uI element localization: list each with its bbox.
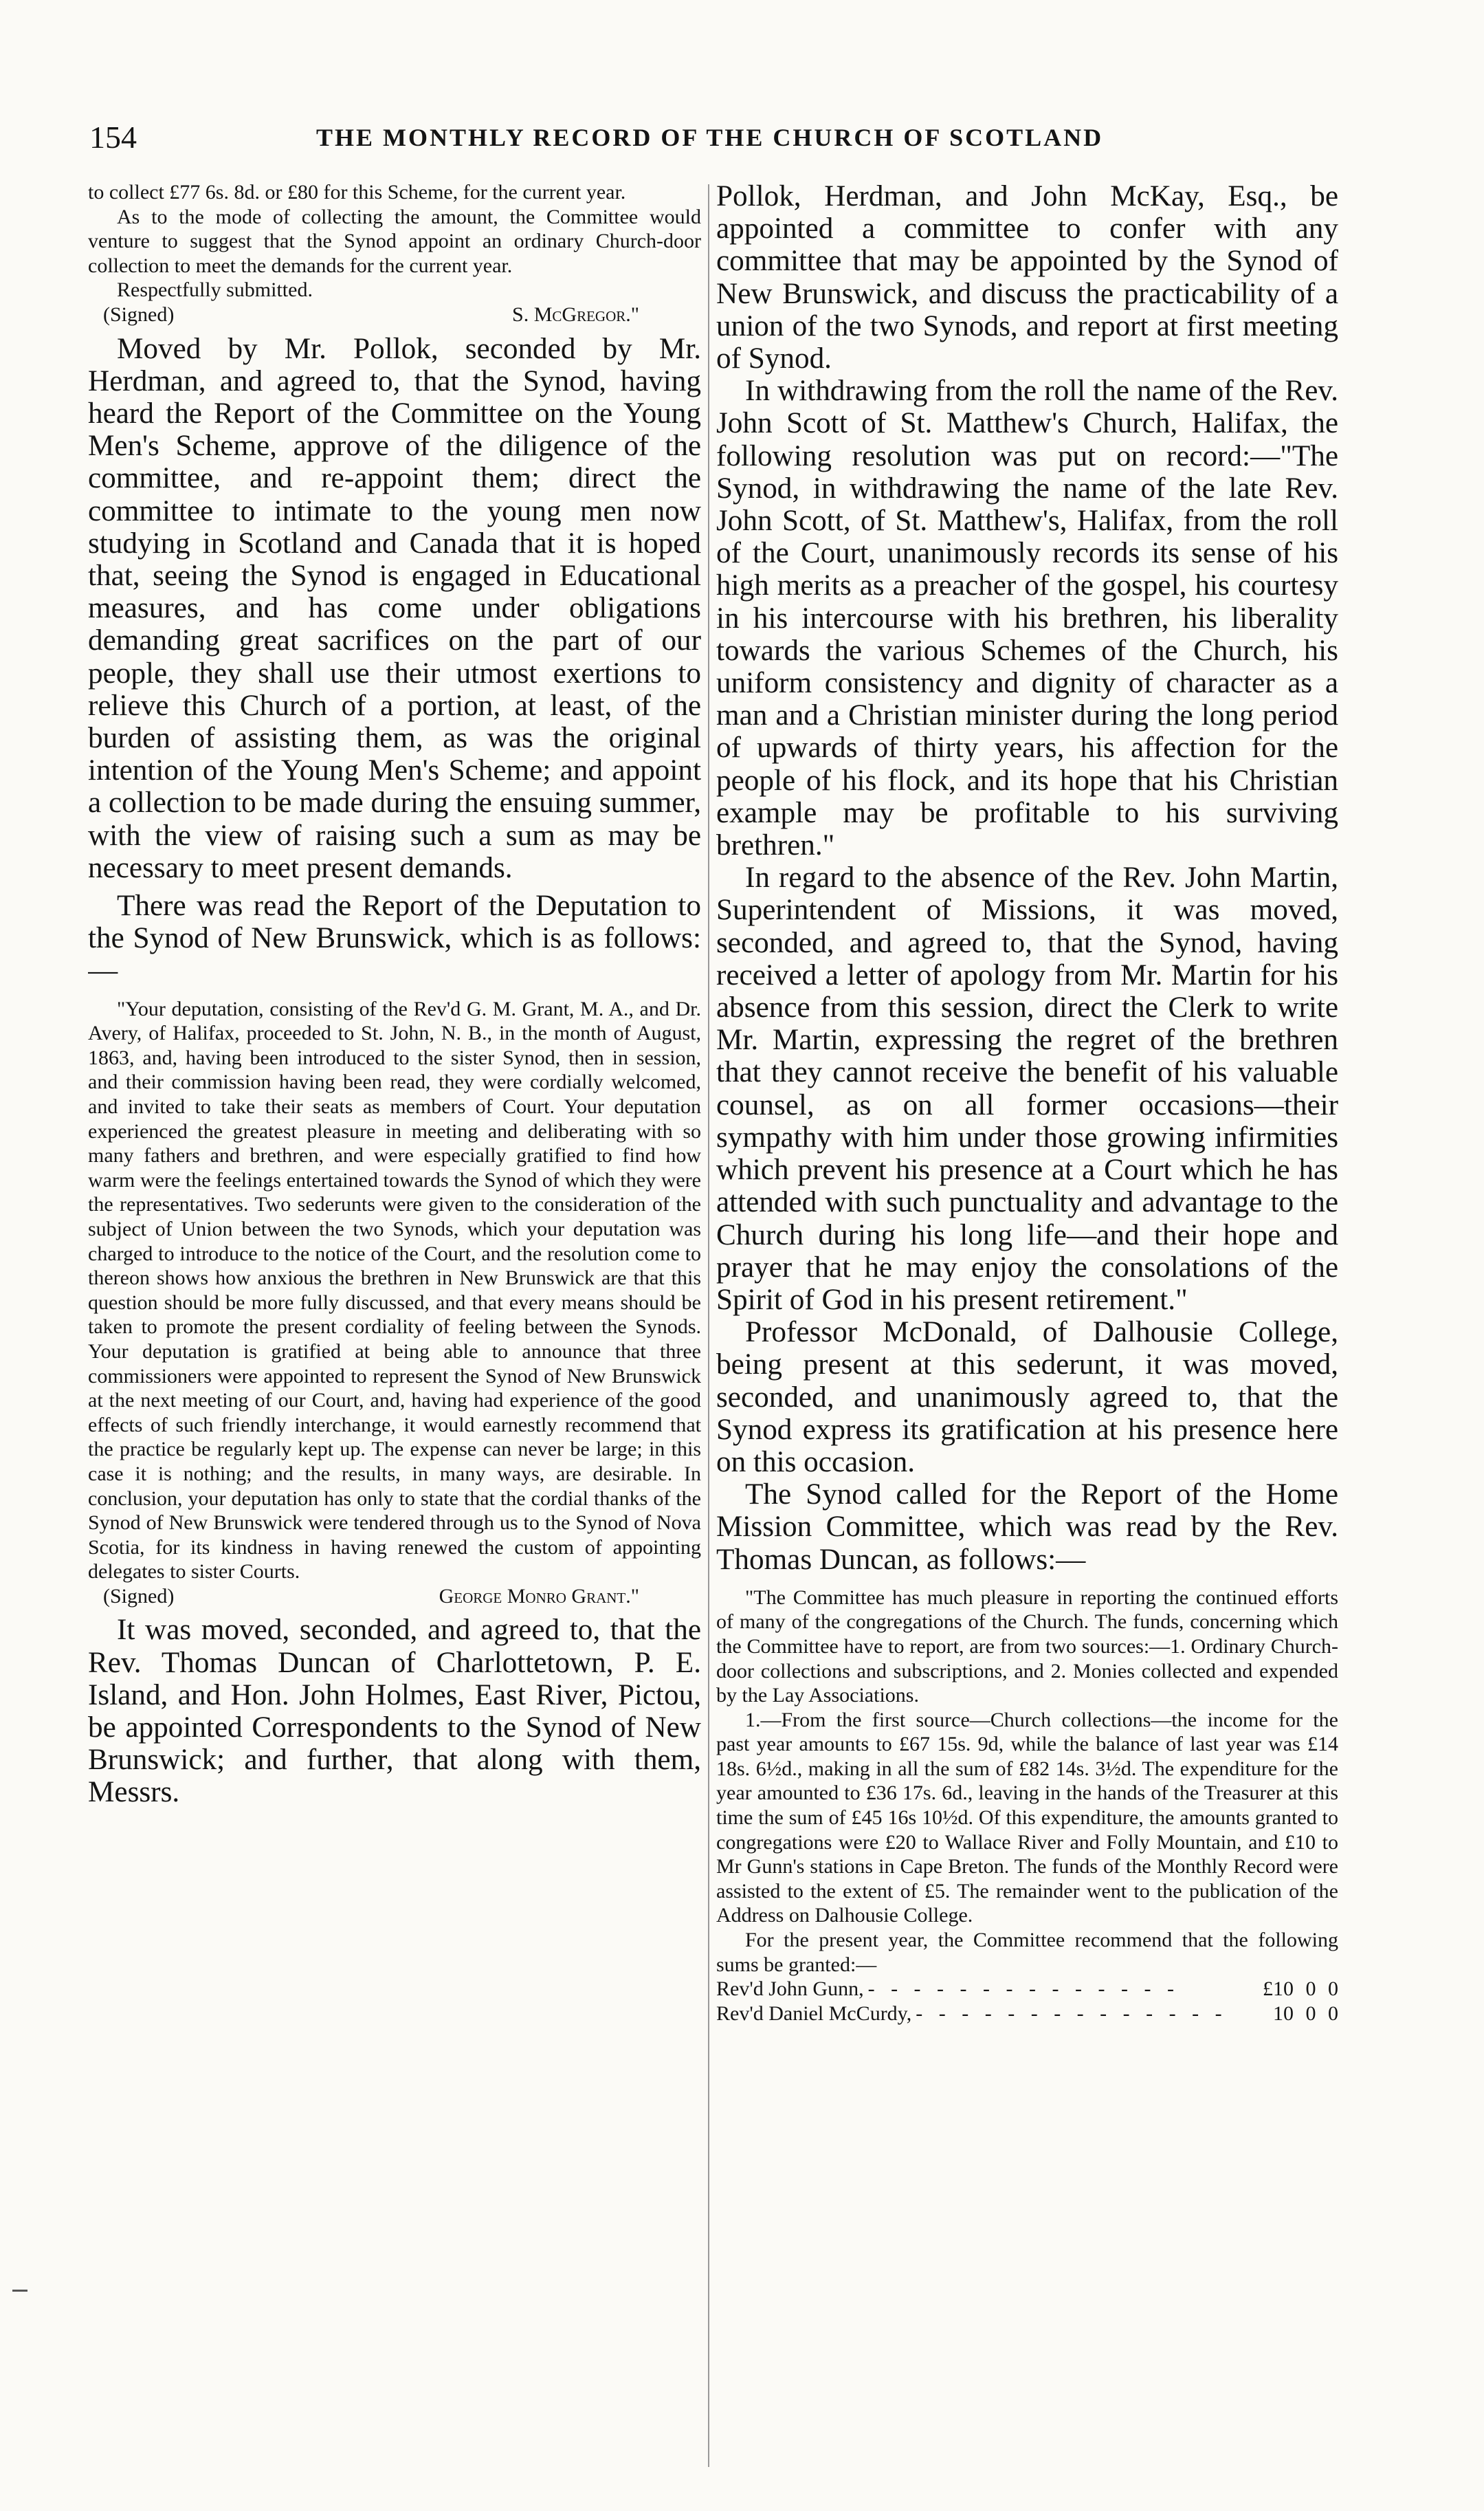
- leader-dots: - - - - - - - - - - - - - -: [916, 2002, 1228, 2025]
- grants-list: [716, 1977, 1338, 2026]
- paragraph: As to the mode of collecting the amount, the Committee would venture to suggest that the Synod appoint an ordinary Church-door collection to meet the demands for the current year.: [88, 205, 701, 277]
- grant-amount: 10 0 0: [1273, 2002, 1338, 2025]
- paragraph: Professor McDonald, of Dalhousie College, being present at this sederunt, it was moved, seconded, and unanimously agreed to, that the Synod express its gratification at his presence here on this occasion.: [716, 1316, 1338, 1478]
- signed-label: (Signed): [103, 1584, 175, 1608]
- paragraph: In withdrawing from the roll the name of the Rev. John Scott of St. Matthew's Church, Halifax, the following resolution was put on record:—"The Synod, in withdrawing the name of the late Rev. John Scott, of St. Matthew's, Halifax, from the roll of the Court, unanimously records its sense of his high merits as a preacher of the gospel, his courtesy in his intercourse with his brethren, his liberality towards the various Schemes of the Church, his uniform consistency and dignity of character as a man and a Christian minister during the long period of upwards of thirty years, his affection for the people of his flock, and its hope that his Christian example may be profitable to his surviving brethren.": [716, 375, 1338, 862]
- signature-line: [88, 303, 701, 327]
- paragraph: It was moved, seconded, and agreed to, that the Rev. Thomas Duncan of Charlottetown, P. E. Island, and Hon. John Holmes, East River, Pictou, be appointed Correspondents to the Synod of New Brunswick; and further, that along with them, Messrs.: [88, 1614, 701, 1809]
- paragraph: In regard to the absence of the Rev. John Martin, Superintendent of Missions, it was moved, seconded, and agreed to, that the Synod, having received a letter of apology from Mr. Martin for his absence from this session, direct the Clerk to write Mr. Martin, expressing the regret of the brethren that they cannot receive the benefit of his valuable counsel, as on all former occasions—their sympathy with him under those growing infirmities which prevent his presence at a Court which he has attended with such punctuality and advantage to the Church during his long life—and their hope and prayer that he may enjoy the consolations of the Spirit of God in his present retirement.": [716, 862, 1338, 1316]
- signed-label: (Signed): [103, 303, 175, 326]
- paragraph: There was read the Report of the Deputation to the Synod of New Brunswick, which is as follows:—: [88, 890, 701, 987]
- grant-payee: Rev'd Daniel McCurdy,: [716, 2002, 912, 2025]
- signer-name: George Monro Grant.": [439, 1584, 639, 1608]
- paragraph: The Synod called for the Report of the Home Mission Committee, which was read by the Rev. Thomas Duncan, as follows:—: [716, 1478, 1338, 1576]
- grant-payee: Rev'd John Gunn,: [716, 1977, 864, 2001]
- grant-amount: £10 0 0: [1263, 1977, 1338, 2001]
- grant-row: [716, 1977, 1338, 2002]
- signer-name: S. McGregor.": [512, 303, 639, 326]
- quoted-report: "Your deputation, consisting of the Rev'd G. M. Grant, M. A., and Dr. Avery, of Halifax, proceeded to St. John, N. B., in the month of August, 1863, and, having been introduced to the sister Synod, then in session, and their commission having been read, they were cordially welcomed, and invited to take their seats as members of Court. Your deputation experienced the greatest pleasure in meeting and deliberating with so many fathers and brethren, and were especially gratified to find how warm were the feelings entertained towards the Synod of which they were the representatives. Two sederunts were given to the consideration of the subject of Union between the two Synods, which your deputation was charged to introduce to the notice of the Court, and the resolution come to thereon shows how anxious the brethren in New Brunswick are that this question should be more fully discussed, and that every means should be taken to promote the present cordiality of feeling between the Synods. Your deputation is gratified at being able to announce that three commissioners were appointed to represent the Synod of New Brunswick at the next meeting of our Court, and, having had experience of the good effects of such friendly interchange, it would earnestly recommend that the practice be regularly kept up. The expense can never be large; in this case it is nothing; and the results, in many ways, are desirable. In conclusion, your deputation has only to state that the cordial thanks of the Synod of New Brunswick were tendered through us to the Synod of Nova Scotia, for its kindness in having renewed the custom of appointing delegates to sister Courts.: [88, 997, 701, 1583]
- leader-dots: - - - - - - - - - - - - - -: [867, 1977, 1180, 2001]
- column-divider: [708, 184, 709, 2467]
- right-column: [716, 180, 1338, 2449]
- grant-row: [716, 2002, 1338, 2026]
- paragraph: 1.—From the first source—Church collections—the income for the past year amounts to £67 15s. 9d, while the balance of last year was £14 18s. 6½d., making in all the sum of £82 14s. 3½d. The expenditure for the year amounted to £36 17s. 6d., leaving in the hands of the Treasurer at this time the sum of £45 16s 10½d. Of this expenditure, the amounts granted to congregations were £20 to Wallace River and Folly Mountain, and £10 to Mr Gunn's stations in Cape Breton. The funds of the Monthly Record were assisted to the extent of £5. The remainder went to the publication of the Address on Dalhousie College.: [716, 1708, 1338, 1927]
- signature-line: [88, 1584, 701, 1609]
- paragraph: Pollok, Herdman, and John McKay, Esq., be appointed a committee to confer with any committee that may be appointed by the Synod of New Brunswick, and discuss the practicability of a union of the two Synods, and report at first meeting of Synod.: [716, 180, 1338, 375]
- running-title: THE MONTHLY RECORD OF THE CHURCH OF SCOTLAND: [316, 124, 1104, 151]
- quoted-report: "The Committee has much pleasure in reporting the continued efforts of many of the congregations of the Church. The funds, concerning which the Committee have to report, are from two sources:—1. Ordinary Church-door collections and subscriptions, and 2. Monies collected and expended by the Lay Associations.: [716, 1586, 1338, 1707]
- left-column: [88, 180, 701, 2449]
- margin-mark: [12, 2290, 27, 2292]
- paragraph: Moved by Mr. Pollok, seconded by Mr. Herdman, and agreed to, that the Synod, having heard the Report of the Committee on the Young Men's Scheme, approve of the diligence of the committee, and re-appoint them; direct the committee to intimate to the young men now studying in Scotland and Canada that it is hoped that, seeing the Synod is engaged in Educational measures, and has come under obligations demanding great sacrifices on the part of our people, they shall use their utmost exertions to relieve this Church of a portion, at least, of the burden of assisting them, as was the original intention of the Young Men's Scheme; and appoint a collection to be made during the ensuing summer, with the view of raising such a sum as may be necessary to meet present demands.: [88, 332, 701, 884]
- page-number: 154: [89, 120, 137, 155]
- paragraph: Respectfully submitted.: [117, 278, 313, 302]
- page-header: [89, 117, 1327, 158]
- paragraph: For the present year, the Committee recommend that the following sums be granted:—: [716, 1929, 1338, 1976]
- paragraph: to collect £77 6s. 8d. or £80 for this Scheme, for the current year.: [88, 181, 626, 204]
